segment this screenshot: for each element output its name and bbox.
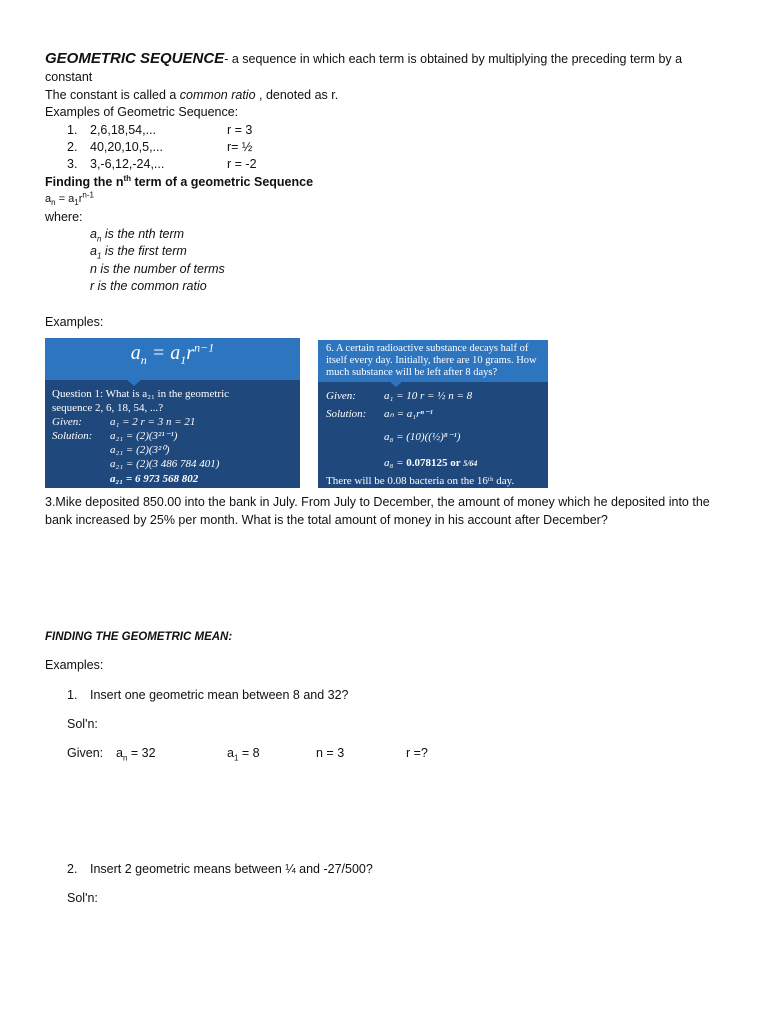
f-a: a [45,193,52,205]
pf-sub: n [140,353,147,367]
ratio-pre: The constant is called a [45,88,180,102]
definition-text: - a sequence in which each term is obtained by multiplying the preceding term by a [224,52,683,66]
ans-frac: 5/64 [463,459,478,468]
a1-sym: a [227,746,234,760]
an-sym: a [116,746,123,760]
nth-sup: th [123,173,132,183]
def-sym: a [90,244,97,258]
problem-3-line-1: 3.Mike deposited 850.00 into the bank in July. From July to December, the amount of money which he deposited into the [45,495,710,509]
soln-label-2: Sol'n: [67,891,98,905]
def-sub: 1 [96,251,102,261]
where-label: where: [45,210,83,224]
solution-answer [384,457,477,470]
given-values: a₁ = 2 r = 3 n = 21 [110,416,196,428]
seq-num: 1. [67,123,78,137]
def-sub: n [96,234,102,244]
ans-pre: a₈ = [384,457,407,469]
definition-item [90,226,184,242]
band-notch [388,380,404,387]
pf-r: r [186,342,195,364]
given-r: r =? [406,746,428,760]
pf-sub1: 1 [180,353,187,367]
seq-terms: 40,20,10,5,... [90,140,163,154]
solution-step: aₙ = a₁rⁿ⁻¹ [384,408,433,420]
definition-continuation: constant [45,70,93,84]
gm-item-num: 2. [67,862,78,876]
def-sym: a [90,227,97,241]
a1-sub: 1 [233,753,239,763]
definition-item: n is the number of terms [90,262,225,276]
given-label: Given: [52,416,82,428]
ratio-term: common ratio [179,88,256,102]
an-val: = 32 [127,746,156,760]
given-values: a₁ = 10 r = ½ n = 8 [384,390,473,402]
pf-mid: = a [146,342,181,364]
ans-bold: 0.078125 or [406,457,464,469]
pf-a: a [130,342,141,364]
gm-item-1: Insert one geometric mean between 8 and 32? [90,688,349,702]
seq-num: 2. [67,140,78,154]
examples-label: Examples: [45,315,104,329]
given-label: Given: [326,390,356,402]
solution-step: a₂₁ = (2)(3²¹⁻¹) [110,430,178,442]
solution-answer: a₂₁ = 6 973 568 802 [110,473,199,485]
given-a1 [227,745,260,761]
problem-3-line-2: bank increased by 25% per month. What is the total amount of money in his account after December? [45,513,608,527]
gm-item-2: Insert 2 geometric means between ¼ and -27/500? [90,862,373,876]
solution-label: Solution: [52,430,93,442]
problem-text: 6. A certain radioactive substance decays half of itself every day. Initially, there are 10 grams. How much substance will be left after 8 days? [326,343,537,378]
an-sub: n [122,753,128,763]
band-notch [125,378,143,386]
gm-item-num: 1. [67,688,78,702]
ratio-post: , denoted as r. [255,88,339,102]
nth-post: term of a geometric Sequence [131,175,314,189]
geometric-mean-heading: FINDING THE GEOMETRIC MEAN: [45,631,233,643]
solution-step: a₂₁ = (2)(3 486 784 401) [110,458,220,470]
given-label: Given: [67,746,104,760]
f-r: r [78,193,83,205]
f-sub-n: n [51,198,56,208]
f-sub-1: 1 [74,198,79,208]
example-image-problem-6 [318,340,548,488]
pf-sup: n−1 [194,340,215,355]
given-an [116,745,156,761]
title-line [45,51,682,67]
def-text: is the nth term [101,227,185,241]
nth-pre: Finding the n [45,175,124,189]
seq-ratio: r= ½ [227,140,253,154]
definition-item: r is the common ratio [90,279,207,293]
question-text: Question 1: What is a₂₁ in the geometric [52,388,230,400]
a1-val: = 8 [238,746,260,760]
example-image-question-1 [45,338,300,488]
seq-terms: 3,-6,12,-24,... [90,157,165,171]
panel-footer: There will be 0.08 bacteria on the 16ᵗʰ day. [326,475,515,487]
page-title: GEOMETRIC SEQUENCE [45,50,225,67]
panel-formula [45,342,300,365]
nth-term-heading [45,174,313,190]
question-text-2: sequence 2, 6, 18, 54, ...? [52,402,164,414]
seq-num: 3. [67,157,78,171]
seq-terms: 2,6,18,54,... [90,123,157,137]
seq-ratio: r = -2 [227,157,257,171]
f-sup: n-1 [82,190,94,200]
nth-term-formula [45,191,94,207]
f-eq: = a [55,193,75,205]
solution-step: a₈ = (10)((½)⁸⁻¹) [384,431,461,443]
seq-ratio: r = 3 [227,123,253,137]
solution-label: Solution: [326,408,367,420]
solution-step: a₂₁ = (2)(3²⁰) [110,444,170,456]
examples-heading: Examples of Geometric Sequence: [45,105,239,119]
given-n: n = 3 [316,746,345,760]
gm-examples-label: Examples: [45,658,104,672]
def-text: is the first term [101,244,187,258]
ratio-line [45,87,338,103]
soln-label-1: Sol'n: [67,717,98,731]
definition-item [90,243,187,259]
